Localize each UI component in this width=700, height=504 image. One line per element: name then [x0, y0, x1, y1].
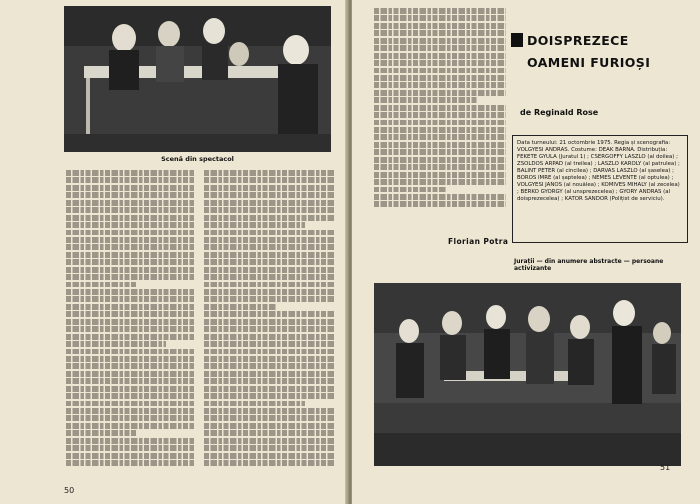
credits-text: Data turneului: 21 octombrie 1975. Regia și scenografia: VOLGYESI ANDRAS. Costume: DEAK BARNA. Distribuția: FEKETE GYULA (Juratul 1) ; CSERGOFFY LASZLO (al doilea) ; ZSOLDOS ARPAD (al treilea) ; LASZLO KAROLY (al patrulea) ; BALINT PETER (al cincilea) ; DARVAS LASZLO (al șaselea) ; BOROS IMRE (al șaptelea) ; NEMES LEVENTE (al optulea) ; VOLGYESI JANOS (al nouălea) ; KOMIVES MIHALY (al zecelea) ; BERKO GYORGY (al unsprezecelea) ; GYORY ANDRAS (al doisprezecelea) ; KATOR SANDOR (Polițist de serviciu). — [517, 140, 680, 202]
left-column-1 — [66, 170, 194, 475]
stage-photo-bottom — [374, 283, 681, 466]
bottom-photo-caption: Jurații — din anumere abstracte — persoane activizante — [514, 258, 664, 272]
right-column-1 — [374, 8, 506, 218]
stage-photo-top-image — [64, 6, 331, 152]
article-author: de Reginald Rose — [520, 108, 599, 117]
credits-box — [512, 135, 688, 243]
stage-photo-bottom-image — [374, 283, 681, 466]
stage-photo-top — [64, 6, 331, 152]
left-column-2 — [204, 170, 334, 475]
right-page-number: 51 — [660, 463, 671, 472]
article-title-line-2: OAMENI FURIOȘI — [527, 55, 651, 70]
article-title-line-1: DOISPREZECE — [527, 33, 629, 48]
article-signature: Florian Potra — [448, 237, 509, 246]
top-photo-caption: Scenă din spectacol — [161, 155, 234, 163]
left-page-number: 50 — [64, 486, 75, 495]
title-block-mark — [511, 33, 523, 47]
